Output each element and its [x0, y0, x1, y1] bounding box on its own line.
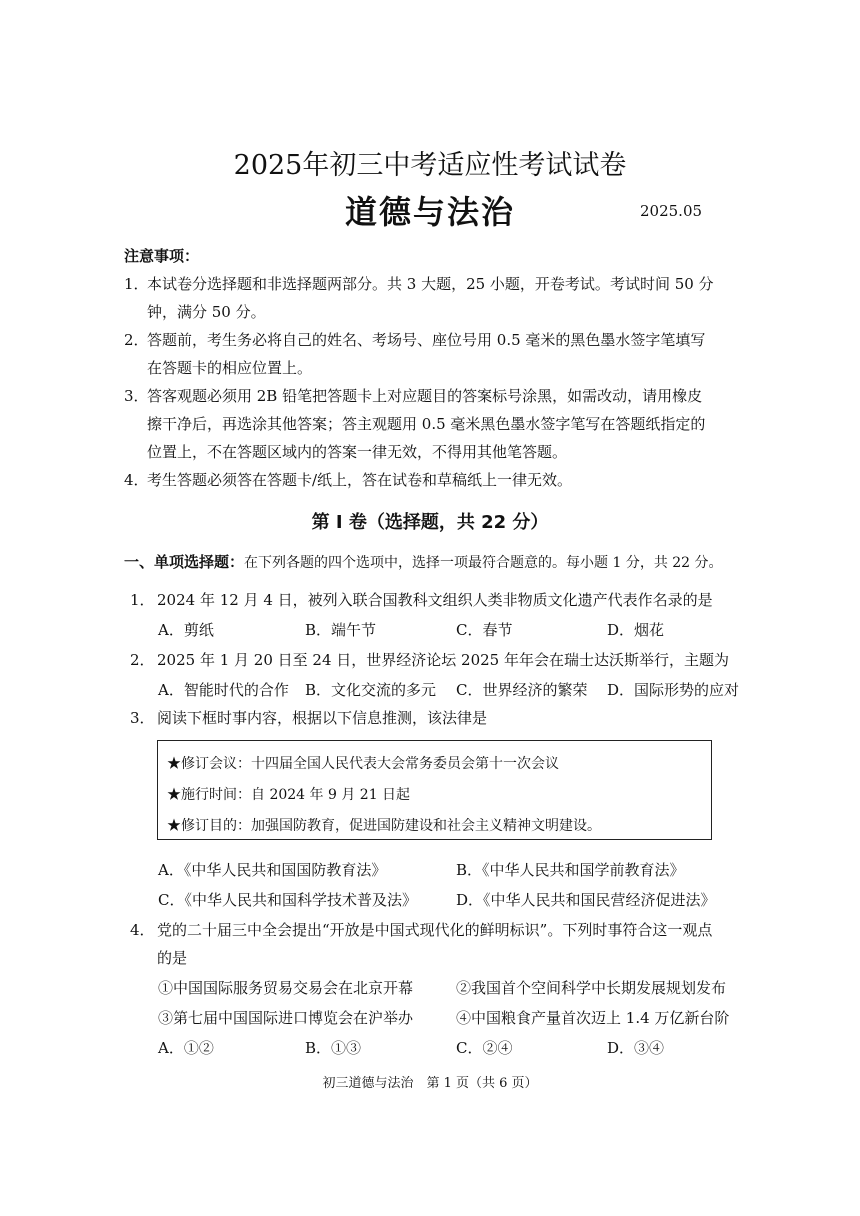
q2-option-c: C．世界经济的繁荣 [456, 681, 588, 699]
notice-item-4-line-1: 考生答题必须答在答题卡/纸上，答在试卷和草稿纸上一律无效。 [147, 471, 573, 489]
q4-stem-line-2: 的是 [157, 949, 188, 967]
q2-option-b: B．文化交流的多元 [305, 681, 437, 699]
q4-item-2: ②我国首个空间科学中长期发展规划发布 [456, 979, 727, 997]
notice-item-3-line-2: 擦干净后，再选涂其他答案；答主观题用 0.5 毫米黑色墨水签字笔写在答题纸指定的 [147, 415, 706, 433]
notice-item-1-line-2: 钟，满分 50 分。 [147, 303, 266, 321]
subject-title: 道德与法治 [344, 193, 515, 231]
q1-option-a: A．剪纸 [158, 621, 214, 639]
q4-option-b: B．①③ [305, 1039, 362, 1057]
volume-title: 第 I 卷（选择题，共 22 分） [311, 512, 549, 533]
q2-option-d: D．国际形势的应对 [607, 681, 740, 699]
q3-option-d: D．《中华人民共和国民营经济促进法》 [456, 891, 716, 909]
notice-heading: 注意事项： [124, 247, 200, 265]
q3-box-line-1: ★修订会议：十四届全国人民代表大会常务委员会第十一次会议 [167, 756, 559, 772]
notice-item-1-num: 1． [124, 275, 149, 293]
q1-option-c: C．春节 [456, 621, 513, 639]
q4-item-3: ③第七届中国国际进口博览会在沪举办 [158, 1009, 414, 1027]
notice-item-4-num: 4． [124, 471, 149, 489]
notice-item-1-line-1: 本试卷分选择题和非选择题两部分。共 3 大题，25 小题，开卷考试。考试时间 50 分 [147, 275, 714, 293]
q3-box-line-3: ★修订目的：加强国防教育，促进国防建设和社会主义精神文明建设。 [167, 818, 601, 834]
q3-stem: 阅读下框时事内容，根据以下信息推测，该法律是 [157, 709, 488, 727]
page-footer: 初三道德与法治 第 1 页（共 6 页） [322, 1076, 538, 1091]
notice-item-3-line-3: 位置上，不在答题区域内的答案一律无效，不得用其他笔答题。 [147, 443, 568, 461]
exam-title: 2025年初三中考适应性考试试卷 [233, 150, 627, 181]
q2-stem: 2025 年 1 月 20 日至 24 日，世界经济论坛 2025 年年会在瑞士达沃斯举行，主题为 [157, 651, 729, 669]
q3-number: 3． [130, 709, 155, 727]
q3-box-line-2: ★施行时间：自 2024 年 9 月 21 日起 [167, 787, 411, 803]
q1-number: 1． [130, 591, 155, 609]
q4-stem-line-1: 党的二十届三中全会提出“开放是中国式现代化的鲜明标识”。下列时事符合这一观点 [157, 921, 713, 939]
q4-item-1: ①中国国际服务贸易交易会在北京开幕 [158, 979, 414, 997]
q3-option-b: B．《中华人民共和国学前教育法》 [456, 861, 685, 879]
q4-number: 4． [130, 921, 155, 939]
section-1-header [124, 551, 723, 572]
exam-date: 2025.05 [640, 202, 703, 220]
q1-option-d: D．烟花 [607, 621, 665, 639]
q2-number: 2． [130, 651, 155, 669]
q2-option-a: A．智能时代的合作 [158, 681, 289, 699]
section-1-instruction: 在下列各题的四个选项中，选择一项最符合题意的。每小题 1 分，共 22 分。 [244, 555, 723, 571]
q3-option-a: A．《中华人民共和国国防教育法》 [158, 861, 387, 879]
q1-stem: 2024 年 12 月 4 日，被列入联合国教科文组织人类非物质文化遗产代表作名录的是 [157, 591, 713, 609]
q3-option-c: C．《中华人民共和国科学技术普及法》 [158, 891, 417, 909]
notice-item-3-num: 3． [124, 387, 149, 405]
section-1-label: 一、单项选择题： [124, 553, 245, 571]
q1-option-b: B．端午节 [305, 621, 377, 639]
notice-item-3-line-1: 答客观题必须用 2B 铅笔把答题卡上对应题目的答案标号涂黑，如需改动，请用橡皮 [147, 387, 703, 405]
q4-option-a: A．①② [158, 1039, 214, 1057]
notice-item-2-num: 2． [124, 331, 149, 349]
q4-option-d: D．③④ [607, 1039, 665, 1057]
q4-item-4: ④中国粮食产量首次迈上 1.4 万亿新台阶 [456, 1009, 730, 1027]
q4-option-c: C．②④ [456, 1039, 513, 1057]
notice-item-2-line-2: 在答题卡的相应位置上。 [147, 359, 313, 377]
notice-item-2-line-1: 答题前，考生务必将自己的姓名、考场号、座位号用 0.5 毫米的黑色墨水签字笔填写 [147, 331, 706, 349]
